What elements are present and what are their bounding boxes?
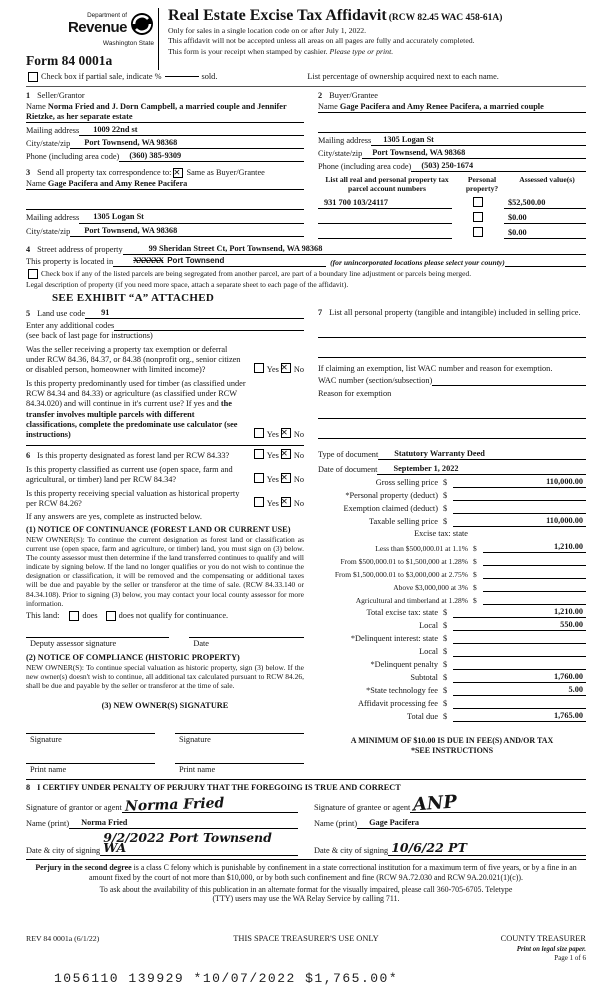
this-land-label: This land: [26,610,60,620]
seller-csz-field[interactable]: Port Townsend, WA 98368 [70,138,304,149]
excise-tax-header: Excise tax: state [414,529,468,539]
legal-size-note: Print on legal size paper. [516,946,586,954]
section2-title: Buyer/Grantee [329,90,378,100]
additional-codes-field[interactable] [114,320,304,331]
assessed-value-field[interactable]: $0.00 [504,213,586,224]
header-note-2: This affidavit will not be accepted unless all areas on all pages are fully and accurately completed. [168,36,475,46]
located-in-label: This property is located in [26,257,114,267]
header-note-1: Only for sales in a single location code on or after July 1, 2022. [168,25,367,35]
seller-phone-field[interactable]: (360) 385-9309 [119,151,304,162]
partial-sale-percent-field[interactable] [165,76,199,77]
county-note: (for unincorporated locations please select your county) [330,257,505,267]
additional-codes-label: Enter any additional codes [26,320,115,330]
buyer-blank-line[interactable] [318,122,586,133]
grantee-date-city-label: Date & city of signing [314,846,389,856]
notice-continuance-body: NEW OWNER(S): To continue the current designation as forest land or classification as current use (open space, farm and agriculture, or timber) land, you must sign on (3) below. The county assessor must then determine if the land transferred continues to qualify and will indicate by signing below. If the land no longer qualifies or you do not wish to continue the designation or classification, it will be removed and the compensating or additional taxes will be due and payable by the seller or transferor at the time of sale. (RCW 84.33.140 or 84.34.108). Prior to signing (3) below, you may contact your local county assessor for more information. [26,534,304,608]
section1 [26,91,304,163]
delinquent-interest-local-field[interactable] [453,646,586,657]
dollar-sign: $ [443,607,448,617]
grantor-print-name-label: Name (print) [26,819,70,829]
footer [26,934,586,963]
no-checkbox[interactable] [281,428,291,438]
bracket-label: From $1,500,000.01 to $3,000,000 at 2.75% [334,569,468,579]
land-use-field[interactable]: 91 [85,308,304,319]
alt-format-note-1: To ask about the availability of this publication in an alternate format for the visually impaired, please call 360-705-6705. Teletype [99,884,513,894]
bracket-amount-field[interactable] [483,581,586,592]
forest-land-answer: Yes × No [252,449,304,461]
money-label: *Delinquent interest: state [350,633,438,643]
header-note-3: This form is your receipt when stamped by cashier. Please type or print. [168,46,394,56]
see-instructions-note: *SEE INSTRUCTIONS [410,745,494,755]
subtotal-field[interactable]: 1,760.00 [453,672,586,683]
section5-number: 5 [26,308,31,318]
section6 [26,445,304,775]
title-rcw: (RCW 82.45 WAC 458-61A) [388,13,503,23]
notice-continuance-title: (1) NOTICE OF CONTINUANCE (FOREST LAND OR CURRENT USE) [26,524,291,534]
assessed-value-field[interactable]: $52,500.00 [504,198,586,209]
street-address-label: Street address of property [37,244,123,254]
rev-number: REV 84 0001a (6/1/22) [26,933,100,943]
dollar-sign: $ [443,686,448,695]
logo-revenue-text: Revenue [67,18,127,36]
historical-question: Is this property receiving special valuation as historical property per RCW 84.26? [26,489,240,509]
buyer-csz-label: City/state/zip [318,148,363,158]
type-or-print-note: Please type or print. [329,46,394,56]
grantee-signature-script: ANP [412,791,458,816]
bracket-label: Less than $500,000.01 at 1.1% [375,543,468,553]
buyer-phone-field[interactable]: (503) 250-1674 [411,161,586,172]
does-not-label: does not qualify for continuance. [118,610,229,620]
buyer-mailing-label: Mailing address [318,135,372,145]
partial-sale-sold: sold. [201,71,218,81]
see-back-note: (see back of last page for instructions) [26,330,153,340]
money-label: Local [419,646,438,656]
dollar-sign: $ [473,582,477,592]
personal-property-checkbox[interactable] [473,227,483,237]
owner-signature-line-2[interactable] [175,733,304,745]
bracket-amount-field[interactable] [483,568,586,579]
perjury-lead: Perjury in the second degree [35,863,132,873]
minimum-due-note: A MINIMUM OF $10.00 IS DUE IN FEE(S) AND/OR TAX [350,736,554,746]
correspondence-blank-line[interactable] [26,199,304,210]
does-checkbox[interactable] [69,611,79,621]
personal-property-intro: List all personal property (tangible and intangible) included in selling price. [329,307,581,317]
money-label: Local [419,620,438,630]
grantor-date-city-label: Date & city of signing [26,846,101,856]
delinquent-interest-state-field[interactable] [453,633,586,644]
yes-checkbox[interactable] [254,473,264,483]
logo-state-text: Washington State [102,40,154,48]
timber-question: Is this property predominantly used for timber (as classified under RCW 84.34 and 84.33) or agriculture (as classified under RCW 84.34.020) and will continue in it's current use? If yes and the transfer involves multiple parcels with different classifications, complete the predominate use calculator (see instructions) [26,379,246,439]
alt-format-note-2: (TTY) users may use the WA Relay Service by calling 711. [212,894,400,904]
section8 [26,779,586,856]
dollar-sign: $ [443,491,448,501]
section1-number: 1 [26,90,31,100]
parcel-number-field[interactable] [318,228,452,239]
money-label: Subtotal [410,672,438,682]
section4 [26,244,586,306]
money-label: *State technology fee [366,686,438,695]
state-technology-fee-field[interactable]: 5.00 [453,685,586,696]
located-in-value: Port Townsend [167,256,225,266]
deputy-assessor-signature-line[interactable] [26,637,169,649]
buyer-mailing-field[interactable]: 1305 Logan St [371,135,586,146]
section3 [26,168,304,236]
personal-property-blank-2[interactable] [318,347,586,358]
signature-label: Signature [179,734,211,744]
date-of-document-label: Date of document [318,465,378,475]
correspondence-mailing-field[interactable]: 1305 Logan St [79,212,304,223]
section7-number: 7 [318,307,323,317]
if-any-note: If any answers are yes, complete as instructed below. [26,512,202,522]
no-checkbox[interactable] [281,497,291,507]
owner-print-name-line-1[interactable] [26,763,155,775]
parcel-col-header: List all real and personal property tax parcel account numbers [325,175,449,193]
grantee-print-name-label: Name (print) [314,819,358,829]
dollar-sign: $ [443,712,448,722]
dollar-sign: $ [473,543,477,553]
located-in-field[interactable] [113,256,326,267]
partial-sale-row [26,72,586,87]
parcel-table [318,176,586,239]
grantee-signature-label: Signature of grantee or agent [314,802,411,812]
seller-csz-label: City/state/zip [26,139,71,149]
section1-title: Seller/Grantor [37,90,85,100]
perjury-notice [26,859,586,904]
historical-answer: Yes × No [252,497,304,509]
date-of-document-field[interactable]: September 1, 2022 [377,464,586,475]
seller-mailing-field[interactable]: 1009 22nd st [79,125,304,136]
grantee-date-script: 10/6/22 PT [391,840,467,856]
bracket-label: Above $3,000,000 at 3% [393,582,468,592]
grantor-date-city-field[interactable] [100,830,298,856]
parcel-row [318,227,586,239]
personal-property-checkbox[interactable] [473,212,483,222]
section3-label: Send all property tax correspondence to: [37,168,172,178]
money-label: Exemption claimed (deduct) [343,504,438,514]
dollar-sign: $ [443,699,448,708]
owner-signature-line-1[interactable] [26,733,155,745]
header [26,8,586,70]
personal-property-checkbox[interactable] [473,197,483,207]
no-checkbox[interactable] [281,363,291,373]
dollar-sign: $ [443,633,448,643]
signature-label: Signature [30,734,62,744]
money-label: *Delinquent penalty [370,659,438,669]
section4-number: 4 [26,244,31,254]
grantor-print-name-field[interactable]: Norma Fried [69,818,298,829]
correspondence-name-field[interactable] [26,179,304,190]
seller-name-value: Norma Fried and J. Dorn Campbell, a married couple and Jennifer Rietzke, as her separate estate [26,101,287,121]
no-checkbox[interactable] [281,449,291,459]
bracket-amount-field[interactable] [483,594,586,605]
parcel-number-field[interactable] [318,213,452,224]
current-use-answer: Yes × No [252,473,304,485]
bracket-amount-field[interactable]: 1,210.00 [483,542,586,553]
dor-logo-block [26,8,154,70]
certify-statement: I CERTIFY UNDER PENALTY OF PERJURY THAT THE FOREGOING IS TRUE AND CORRECT [37,782,401,792]
grantee-print-name-field[interactable]: Gage Pacifera [357,818,586,829]
correspondence-name-label: Name [26,179,46,189]
deputy-assessor-label: Deputy assessor signature [30,638,117,648]
parcel-number-field[interactable]: 931 700 103/24117 [318,198,452,209]
same-as-buyer-label: Same as Buyer/Grantee [186,168,265,178]
does-not-checkbox[interactable] [106,611,116,621]
notice-compliance-title: (2) NOTICE OF COMPLIANCE (HISTORIC PROPERTY) [26,653,240,662]
dollar-sign: $ [443,646,448,656]
correspondence-csz-field[interactable]: Port Townsend, WA 98368 [70,226,304,237]
struck-out-text: XXXXXX [133,256,164,266]
total-excise-local-field[interactable]: 550.00 [453,620,586,631]
legal-description-label: Legal description of property (if you need more space, attach a separate sheet to each page of the affidavit). [26,280,349,290]
bracket-label: Agricultural and timberland at 1.28% [355,595,468,605]
personal-property-blank-1[interactable] [318,327,586,338]
delinquent-penalty-field[interactable] [453,659,586,670]
grantor-signature-label: Signature of grantor or agent [26,802,122,812]
page-number: Page 1 of 6 [554,954,586,963]
section7 [318,308,586,775]
parcel-row [318,212,586,224]
print-name-label: Print name [179,764,216,774]
buyer-csz-field[interactable]: Port Townsend, WA 98368 [362,148,586,159]
notice-compliance-body: NEW OWNER(S): To continue special valuation as historic property, sign (3) below. If the new owner(s) doesn't wish to continue, all additional tax calculated pursuant to RCW 84.26, shall be due and payable by the seller or transferor at the time of sale. [26,663,304,691]
new-owners-signature-title: (3) NEW OWNER(S) SIGNATURE [101,700,229,710]
grantor-signature-field[interactable] [122,795,298,815]
treasurer-stamp: 1056110 139929 *10/07/2022 $1,765.00* [54,970,399,986]
this-land-row [26,611,304,621]
wac-number-field[interactable] [432,375,586,386]
parcel-row [318,197,586,209]
buyer-name-value: Gage Pacifera and Amy Renee Pacifera, a married couple [339,101,544,111]
segregated-label: Check box if any of the listed parcels are being segregated from another parcel, are part of a boundary line adjustment or parcels being merged. [41,269,472,279]
title-block [158,8,586,70]
buyer-name-field[interactable] [318,102,586,113]
money-label: Affidavit processing fee [357,699,438,708]
money-label: Gross selling price [375,478,438,488]
parcel-table-header [318,176,586,193]
personal-property-col-header: Personal property? [465,175,499,193]
grantor-date-script: 9/2/2022 Port Townsend WA [103,830,272,856]
dollar-sign: $ [443,620,448,630]
land-use-label: Land use code [37,308,86,318]
money-label: *Personal property (deduct) [345,491,438,501]
total-excise-state-field[interactable]: 1,210.00 [453,607,586,618]
reason-exemption-label: Reason for exemption [318,388,392,398]
correspondence-mailing-label: Mailing address [26,213,80,223]
form-number: Form 84 0001a [26,53,113,69]
yes-checkbox[interactable] [254,428,264,438]
section5 [26,308,304,440]
bracket-amount-field[interactable] [483,555,586,566]
exemption-answer: Yes × No [252,363,304,375]
seller-mailing-label: Mailing address [26,125,80,135]
total-due-field[interactable]: 1,765.00 [453,711,586,722]
deputy-date-line[interactable] [189,637,304,649]
does-label: does [82,610,98,620]
dollar-sign: $ [473,556,477,566]
partial-sale-checkbox[interactable] [28,72,38,82]
type-of-document-label: Type of document [318,450,379,460]
page-title: Real Estate Excise Tax Affidavit [168,7,387,24]
dollar-sign: $ [473,595,477,605]
dollar-sign: $ [443,672,448,682]
reason-exemption-blank-2[interactable] [318,428,586,439]
gross-selling-price-field[interactable]: 110,000.00 [453,477,586,488]
section8-number: 8 [26,782,31,792]
current-use-question: Is this property classified as current use (open space, farm and agricultural, or timber) land per RCW 84.34? [26,465,233,485]
seller-name-field[interactable] [26,102,304,123]
assessed-value-col-header: Assessed value(s) [519,175,575,185]
section6-number: 6 [26,450,31,460]
dollar-sign: $ [443,517,448,527]
assessed-value-field[interactable]: $0.00 [504,228,586,239]
affidavit-processing-fee-field[interactable] [453,698,586,709]
correspondence-name-value: Gage Pacifera and Amy Renee Pacifera [47,179,188,189]
personal-property-deduct-field[interactable] [453,490,586,501]
seller-name-label: Name [26,101,46,111]
same-as-buyer-checkbox[interactable] [173,168,183,178]
money-label: Total excise tax: state [366,607,438,617]
exemption-question: Was the seller receiving a property tax exemption or deferral under RCW 84.36, 84.37, or 84.38 (nonprofit org., senior citizen or disabled person, homeowner with limited income)? [26,344,241,375]
date-label: Date [193,638,209,648]
legal-description-value[interactable]: SEE EXHIBIT “A” ATTACHED [52,292,215,305]
no-checkbox[interactable] [281,473,291,483]
money-label: Total due [407,712,438,722]
grantee-date-city-field[interactable] [388,840,586,856]
timber-answer: Yes × No [252,428,304,440]
perjury-body: is a class C felony which is punishable by confinement in a state correctional institution for a maximum term of five years, or by a fine in an amount fixed by the court of not more than $10,000, or by both such confinement and fine (RCW 9A.72.030 and RCW 9A.20.021(1)(c)). [88,863,577,882]
section2 [318,91,586,173]
yes-checkbox[interactable] [254,363,264,373]
segregated-checkbox[interactable] [28,269,38,279]
money-label: Taxable selling price [369,517,438,527]
logo-dept-text: Department of [87,12,127,19]
ownership-note: List percentage of ownership acquired next to each name. [307,71,499,81]
buyer-phone-label: Phone (including area code) [318,162,412,172]
grantee-signature-field[interactable] [410,791,586,816]
partial-sale-label: Check box if partial sale, indicate % [41,71,162,81]
section2-number: 2 [318,90,323,100]
yes-checkbox[interactable] [254,497,264,507]
bracket-label: From $500,000.01 to $1,500,000 at 1.28% [340,556,468,566]
type-of-document-field[interactable]: Statutory Warranty Deed [378,449,586,460]
correspondence-csz-label: City/state/zip [26,226,71,236]
yes-checkbox[interactable] [254,449,264,459]
section3-number: 3 [26,168,31,178]
timber-question-bold: the transfer involves multiple parcels with different classifications, complete the predominate use calculator (see instructions) [26,399,238,439]
wac-number-label: WAC number (section/subsection) [318,375,433,385]
reason-exemption-blank-1[interactable] [318,408,586,419]
dollar-sign: $ [443,659,448,669]
dollar-sign: $ [443,504,448,514]
exemption-note: If claiming an exemption, list WAC number and reason for exemption. [318,363,553,373]
grantor-signature-script: Norma Fried [124,795,225,815]
dollar-sign: $ [473,569,477,579]
dollar-sign: $ [443,478,448,488]
dor-logo-icon [130,12,154,39]
forest-land-question: 6 Is this property designated as forest land per RCW 84.33? [26,450,230,460]
exemption-claimed-field[interactable] [453,503,586,514]
buyer-name-label: Name [318,101,338,111]
owner-print-name-line-2[interactable] [175,763,304,775]
print-name-label: Print name [30,764,67,774]
county-treasurer-label: COUNTY TREASURER [500,933,586,943]
seller-phone-label: Phone (including area code) [26,152,120,162]
treasurer-use-only: THIS SPACE TREASURER'S USE ONLY [233,933,379,943]
taxable-selling-price-field[interactable]: 110,000.00 [453,516,586,527]
street-address-field[interactable]: 99 Sheridan Street Ct, Port Townsend, WA 98368 [123,244,586,255]
